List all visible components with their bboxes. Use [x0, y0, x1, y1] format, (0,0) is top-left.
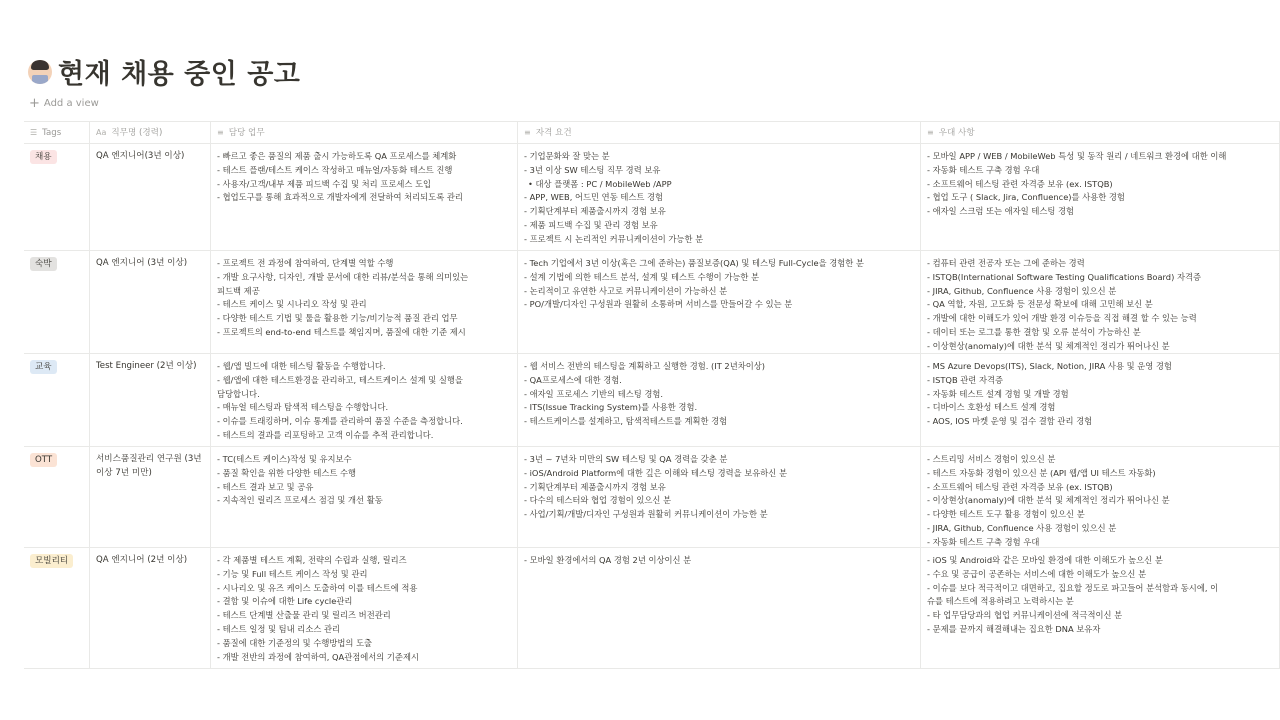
duties-cell[interactable]	[211, 447, 518, 547]
duties-cell[interactable]	[211, 251, 518, 353]
cell-line: - 디바이스 호환성 테스트 설계 경험	[927, 402, 1056, 413]
cell-line: - 소프트웨어 테스팅 관련 자격증 보유 (ex. ISTQB)	[927, 481, 1113, 492]
cell-line: - 각 제품별 테스트 계획, 전략의 수립과 실행, 릴리즈	[217, 555, 407, 565]
cell-line: - 자동화 테스트 구축 경험 우대	[927, 536, 1040, 547]
cell-line: - 결함 및 이슈에 대한 Life cycle관리	[217, 596, 353, 607]
text-property-icon: ≡	[524, 127, 531, 137]
cell-line: - 기업문화와 잘 맞는 분	[524, 151, 610, 161]
cell-line: - PO/개발/디자인 구성원과 원활히 소통하며 서비스를 만들어갈 수 있는 분	[524, 299, 793, 310]
column-header-preferred[interactable]: ≡ 우대 사항	[921, 122, 1280, 143]
plus-icon: +	[29, 95, 40, 111]
cell-line: - MS Azure Devops(ITS), Slack, Notion, JIRA 사용 및 운영 경험	[927, 361, 1172, 371]
cell-line: - iOS/Android Platform에 대한 깊은 이해와 테스팅 경력을 보유하신 분	[524, 467, 787, 478]
cell-line: - 스트리밍 서비스 경험이 있으신 분	[927, 454, 1056, 464]
cell-line: - 모바일 환경에서의 QA 경험 2년 이상이신 분	[524, 555, 692, 565]
qualifications-cell[interactable]	[518, 144, 921, 250]
cell-line: - Tech 기업에서 3년 이상(혹은 그에 준하는) 품질보증(QA) 및 테스팅 Full-Cycle을 경험한 분	[524, 258, 864, 268]
cell-line: - 논리적이고 유연한 사고로 커뮤니케이션이 가능하신 분	[524, 285, 728, 296]
cell-line: - 프로젝트의 end-to-end 테스트를 책임지며, 품질에 대한 기준 제시	[217, 326, 466, 337]
qualifications-cell[interactable]	[518, 251, 921, 353]
cell-line: - 프로젝트 시 논리적인 커뮤니케이션이 가능한 분	[524, 233, 704, 244]
column-header-qualifications[interactable]: ≡ 자격 요건	[518, 122, 921, 143]
cell-line: - 이슈를 트래킹하며, 이슈 통계를 관리하여 품질 수준을 측정합니다.	[217, 416, 463, 427]
cell-line: - QA프로세스에 대한 경험.	[524, 374, 622, 385]
tag-cell[interactable]	[24, 354, 90, 446]
cell-line: - 제품 피드백 수집 및 관리 경험 보유	[524, 219, 658, 230]
preferred-cell[interactable]	[921, 548, 1280, 668]
qualifications-cell[interactable]	[518, 447, 921, 547]
table-row[interactable]	[24, 548, 1280, 669]
column-header-role[interactable]: Aa 직무명 (경력)	[90, 122, 211, 143]
cell-line: - 프로젝트 전 과정에 참여하여, 단계별 역할 수행	[217, 258, 394, 268]
cell-line: - 이상현상(anomaly)에 대한 분석 및 체계적인 정리가 뛰어나신 분	[927, 340, 1170, 351]
cell-line: - 데이터 또는 로그를 통한 결함 및 오류 분석이 가능하신 분	[927, 326, 1141, 337]
cell-line: - 기획단계부터 제품출시까지 경험 보유	[524, 206, 666, 217]
preferred-cell[interactable]	[921, 447, 1280, 547]
cell-line: - 빠르고 좋은 품질의 제품 출시 가능하도록 QA 프로세스를 체계화	[217, 151, 457, 161]
cell-line: - 모바일 APP / WEB / MobileWeb 특성 및 동작 원리 / 네트워크 환경에 대한 이해	[927, 151, 1227, 161]
cell-line: • 대상 플랫폼 : PC / MobileWeb /APP	[528, 178, 672, 189]
cell-line: - 웹/앱 빌드에 대한 테스팅 활동을 수행합니다.	[217, 361, 386, 371]
cell-line: - 협업도구를 통해 효과적으로 개발자에게 전달하여 처리되도록 관리	[217, 192, 463, 203]
cell-line: - ISTQB 관련 자격증	[927, 374, 1003, 385]
role-cell[interactable]: QA 엔지니어(3년 이상)	[90, 144, 211, 250]
tag-cell[interactable]	[24, 251, 90, 353]
role-cell[interactable]: QA 엔지니어 (2년 이상)	[90, 548, 211, 668]
cell-line: - 수요 및 공급이 공존하는 서비스에 대한 이해도가 높으신 분	[927, 568, 1147, 579]
cell-line: - 이슈를 보다 적극적이고 대면하고, 집요할 정도로 파고들어 분석함과 동시에, 이	[927, 582, 1219, 593]
table-row[interactable]	[24, 447, 1280, 548]
table-row[interactable]	[24, 251, 1280, 354]
tag-badge: OTT	[30, 453, 57, 467]
cell-line: - ITS(Issue Tracking System)를 사용한 경험.	[524, 402, 698, 413]
cell-line: - 설계 기법에 의한 테스트 분석, 설계 및 테스트 수행이 가능한 분	[524, 271, 760, 282]
tag-cell[interactable]	[24, 447, 90, 547]
tag-badge: 교육	[30, 360, 57, 374]
add-view-button[interactable]	[29, 95, 99, 111]
preferred-cell[interactable]	[921, 251, 1280, 353]
cell-line: - 자동화 테스트 구축 경험 우대	[927, 164, 1040, 175]
cell-line: - TC(테스트 케이스)작성 및 유지보수	[217, 454, 352, 464]
cell-line: - AOS, IOS 마켓 운영 및 검수 결함 관리 경험	[927, 416, 1093, 427]
cell-line: - QA 역할, 자원, 고도화 등 전문성 확보에 대해 고민해 보신 분	[927, 299, 1153, 310]
cell-line: - 개발 전반의 과정에 참여하여, QA관점에서의 기준제시	[217, 651, 419, 662]
tag-badge: 채용	[30, 150, 57, 164]
qualifications-cell[interactable]	[518, 548, 921, 668]
cell-line: - 테스트 자동화 경험이 있으신 분 (API 웹/앱 UI 테스트 자동화)	[927, 467, 1156, 478]
cell-line: - 테스트 케이스 및 시나리오 작성 및 관리	[217, 299, 367, 310]
cell-line: - 품질 확인을 위한 다양한 테스트 수행	[217, 467, 357, 478]
preferred-cell[interactable]	[921, 354, 1280, 446]
cell-line: - 문제를 끝까지 해결해내는 집요한 DNA 보유자	[927, 623, 1101, 634]
database-table	[24, 121, 1280, 669]
cell-line: - 사업/기획/개발/디자인 구성원과 원활히 커뮤니케이션이 가능한 분	[524, 509, 768, 520]
cell-line: - 소프트웨어 테스팅 관련 자격증 보유 (ex. ISTQB)	[927, 178, 1113, 189]
duties-cell[interactable]	[211, 354, 518, 446]
cell-line: - 웹 서비스 전반의 테스팅을 계획하고 실행한 경험. (IT 2년차이상)	[524, 361, 765, 371]
cell-line: - 컴퓨터 관련 전공자 또는 그에 준하는 경력	[927, 258, 1085, 268]
list-icon: ☰	[30, 127, 38, 137]
cell-line: - 시나리오 및 유즈 케이스 도출하여 이를 테스트에 적용	[217, 582, 418, 593]
column-header-tags[interactable]: ☰ Tags	[24, 122, 90, 143]
tag-cell[interactable]	[24, 548, 90, 668]
cell-line: - 개발에 대한 이해도가 있어 개발 환경 이슈등을 직접 해결 할 수 있는 능력	[927, 313, 1197, 324]
cell-line: - 협업 도구 ( Slack, Jira, Confluence)를 사용한 경험	[927, 192, 1125, 203]
cell-line: - iOS 및 Android와 같은 모바일 환경에 대한 이해도가 높으신 분	[927, 555, 1163, 565]
cell-line: - ISTQB(International Software Testing Qualifications Board) 자격증	[927, 271, 1201, 282]
table-header	[24, 122, 1280, 144]
cell-line: - 매뉴얼 테스팅과 탐색적 테스팅을 수행합니다.	[217, 402, 389, 413]
cell-line: - 타 업무담당과의 협업 커뮤니케이션에 적극적이신 분	[927, 610, 1123, 621]
tag-badge: 숙박	[30, 257, 57, 271]
cell-line: - 지속적인 릴리즈 프로세스 점검 및 개선 활동	[217, 495, 383, 506]
duties-cell[interactable]	[211, 548, 518, 668]
cell-line: - 테스트 단계별 산출물 관리 및 릴리즈 버전관리	[217, 610, 391, 621]
cell-line: - 개발 요구사항, 디자인, 개발 문서에 대한 리뷰/분석을 통해 의미있는	[217, 271, 469, 282]
cell-line: - 3년 ~ 7년차 미만의 SW 테스팅 및 QA 경력을 갖춘 분	[524, 454, 728, 464]
duties-cell[interactable]	[211, 144, 518, 250]
cell-line: - APP, WEB, 어드민 연동 테스트 경험	[524, 192, 664, 203]
cell-line: - 테스트의 결과를 리포팅하고 고객 이슈를 추적 관리합니다.	[217, 429, 434, 440]
cell-line: - 애자일 스크럼 또는 애자일 테스팅 경험	[927, 206, 1075, 217]
cell-line: - 기획단계부터 제품출시까지 경험 보유	[524, 481, 666, 492]
qualifications-cell[interactable]	[518, 354, 921, 446]
role-cell[interactable]: 서비스품질관리 연구원 (3년 이상 7년 미만)	[90, 447, 211, 547]
cell-line: - 테스트 결과 보고 및 공유	[217, 481, 314, 492]
cell-line: - 웹/앱에 대한 테스트환경을 관리하고, 테스트케이스 설계 및 실행을	[217, 374, 463, 385]
text-property-icon: ≡	[927, 127, 934, 137]
add-view-label: Add a view	[43, 98, 99, 109]
table-row[interactable]	[24, 354, 1280, 447]
table-body	[24, 144, 1280, 669]
cell-line: - 테스트 일정 및 팀내 리소스 관리	[217, 623, 341, 634]
cell-line: - 품질에 대한 기준정의 및 수행방법의 도출	[217, 637, 373, 648]
text-type-icon: Aa	[96, 127, 107, 137]
tag-badge: 모빌리티	[30, 554, 73, 568]
text-property-icon: ≡	[217, 127, 224, 137]
cell-line: - JIRA, Github, Confluence 사용 경험이 있으신 분	[927, 285, 1117, 296]
cell-line: 슈를 테스트에 적용하려고 노력하시는 분	[927, 596, 1074, 607]
cell-line: - 자동화 테스트 설계 경험 및 개발 경험	[927, 388, 1069, 399]
table-row[interactable]	[24, 144, 1280, 251]
cell-line: - 애자일 프로세스 기반의 테스팅 경험.	[524, 388, 664, 399]
cell-line: 피드백 제공	[217, 285, 260, 296]
tag-cell[interactable]	[24, 144, 90, 250]
cell-line: - JIRA, Github, Confluence 사용 경험이 있으신 분	[927, 522, 1117, 533]
cell-line: - 테스트케이스를 설계하고, 탐색적테스트를 계획한 경험	[524, 416, 728, 427]
cell-line: 담당합니다.	[217, 388, 260, 399]
cell-line: - 사용자/고객/내부 제품 피드백 수집 및 처리 프로세스 도입	[217, 178, 432, 189]
preferred-cell[interactable]	[921, 144, 1280, 250]
cell-line: - 이상현상(anomaly)에 대한 분석 및 체계적인 정리가 뛰어나신 분	[927, 495, 1170, 506]
cell-line: - 테스트 플랜/테스트 케이스 작성하고 매뉴얼/자동화 테스트 진행	[217, 164, 453, 175]
role-cell[interactable]: Test Engineer (2년 이상)	[90, 354, 211, 446]
cell-line: - 3년 이상 SW 테스팅 직무 경력 보유	[524, 164, 661, 175]
woman-technologist-icon	[28, 60, 52, 84]
page-header	[28, 52, 300, 91]
page-title: 현재 채용 중인 공고	[58, 59, 301, 90]
cell-line: - 다양한 테스트 기법 및 툴을 활용한 기능/비기능적 품질 관리 업무	[217, 313, 458, 324]
cell-line: - 기능 및 Full 테스트 케이스 작성 및 관리	[217, 568, 368, 579]
cell-line: - 다양한 테스트 도구 활용 경험이 있으신 분	[927, 509, 1085, 520]
column-header-duties[interactable]: ≡ 담당 업무	[211, 122, 518, 143]
cell-line: - 다수의 테스터와 협업 경험이 있으신 분	[524, 495, 672, 506]
role-cell[interactable]: QA 엔지니어 (3년 이상)	[90, 251, 211, 353]
